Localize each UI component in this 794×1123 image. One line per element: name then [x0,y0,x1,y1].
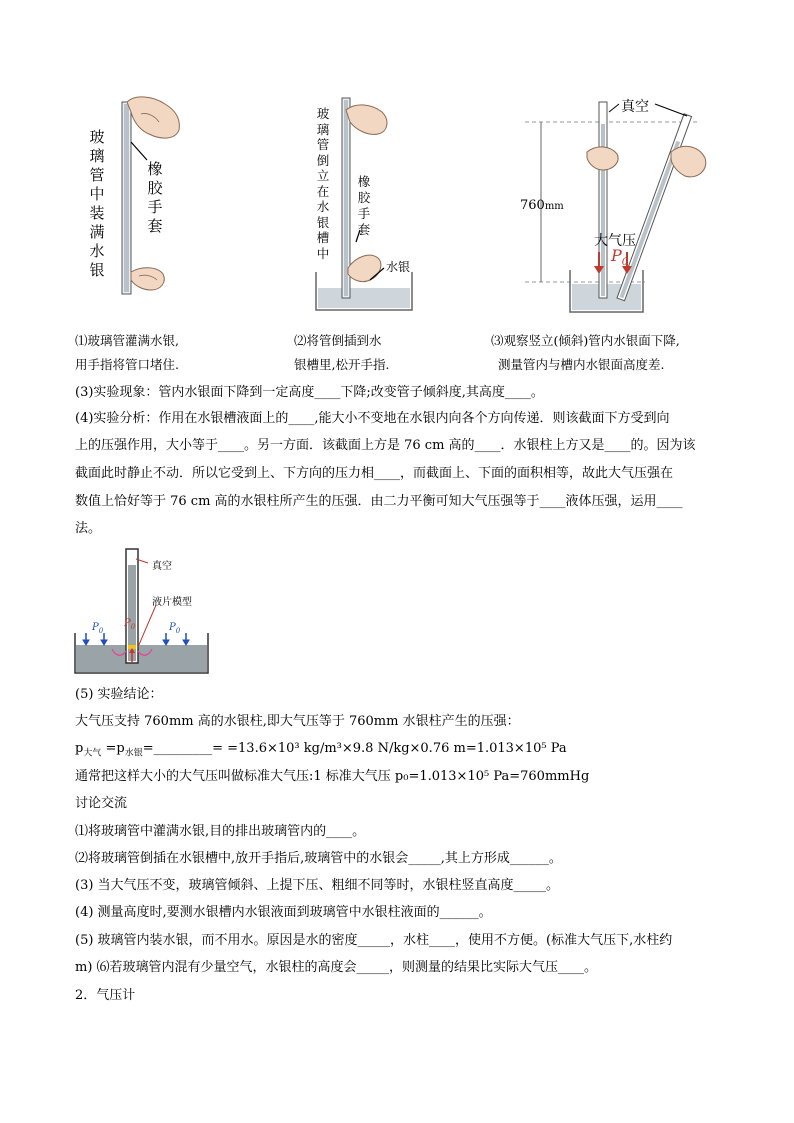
formula-rest: =_________= =13.6×10³ kg/m³×9.8 N/kg×0.76 m=1.013×10⁵ Pa [142,741,567,756]
section-2-heading: 2．气压计 [75,988,136,1003]
caption-2-line-2: 银槽里,松开手指. [294,357,390,372]
caption-1-line-2: 用手指将管口堵住. [75,357,179,372]
glove-label-char: 胶 [147,179,163,197]
glove-label-char: 套 [147,217,163,235]
formula-eq-p: =p [101,741,125,756]
conclusion-line-1: 大气压支持 760mm 高的水银柱,即大气压等于 760mm 水银柱产生的压强： [75,714,520,729]
p-subscript: 0 [98,627,104,635]
tube-label-char: 管 [89,166,105,184]
p-symbol: P [92,622,99,633]
discussion-item-3: (3) 当大气压不变，玻璃管倾斜、上提下压、粗细不同等时，水银柱竖直高度_____。 [75,878,560,893]
figure-4 [72,545,212,675]
pointer-line [131,142,147,160]
experiment-phenomenon: (3)实验现象：管内水银面下降到一定高度____下降;改变管子倾斜度,其高度____。 [75,385,544,400]
caption-3-line-1: ⑶观察竖立(倾斜)管内水银面下降, [491,333,680,348]
fig4-slice-label: 液片模型 [152,597,192,608]
caption-1-line-1: ⑴玻璃管灌满水银, [75,333,179,348]
discussion-item-5-line-1: (5) 玻璃管内装水银，而不用水。原因是水的密度_____，水柱____，使用不方便。(标准大气压下,水柱约 [75,933,673,948]
right-hand [671,146,706,177]
fig3-atm-label: 大气压 [594,233,636,249]
top-hand [127,97,179,138]
discussion-item-2: ⑵将玻璃管倒插在水银槽中,放开手指后,玻璃管中的水银会_____,其上方形成______。 [75,851,562,866]
slice-pointer [138,605,156,647]
formula-p: p [75,741,84,756]
analysis-line-3: 截面此时静止不动．所以它受到上、下方向的压力相____，而截面上、下面的面积相等，故此大气压强在 [75,466,674,481]
tube-label-char: 玻 [89,128,105,146]
fig1-glove-label [146,160,164,236]
mercury-column [344,100,348,296]
vacuum-pointer-left [609,104,619,112]
bottom-hand [131,268,164,290]
fig2-mercury-label: 水银 [386,260,411,274]
tube-label-char: 水 [316,199,330,214]
figure-4-drawing [72,545,212,675]
tube-label-char: 在 [316,183,330,199]
caption-2-line-1: ⑵将管倒插到水 [294,333,382,348]
p-subscript: 0 [175,627,181,635]
fig4-vacuum-label: 真空 [152,561,172,572]
glove-label-char: 手 [357,206,371,221]
fig3-p0-label [611,246,628,268]
fig1-tube-label [88,128,106,280]
discussion-heading: 讨论交流 [75,796,128,811]
fig4-p0-center [124,618,135,631]
tilted-mercury [620,141,681,298]
tube-label-char: 玻 [316,106,330,121]
tube-label-char: 银 [316,214,330,230]
tube-label-char: 中 [316,245,330,261]
analysis-line-4: 数值上恰好等于 76 cm 高的水银柱所产生的压强．由二力平衡可知大气压强等于____液体压强，运用____ [75,494,683,509]
top-hand [346,105,387,134]
tube-label-char: 璃 [316,121,330,137]
p-symbol: P [124,618,131,629]
left-hand [587,147,618,170]
conclusion-formula [75,740,567,763]
trough-liquid [76,645,207,672]
tube-label-char: 槽 [316,230,330,245]
fig4-p0-right [169,622,180,635]
fig2-glove-label [355,174,373,238]
trough-mercury [318,288,410,308]
caption-3-line-2: 测量管内与槽内水银面高度差. [498,357,665,372]
p-symbol: P [611,246,622,265]
tube-label-char: 满 [89,223,105,241]
vacuum-pointer-right [655,104,687,116]
mercury-column [124,104,129,292]
p-subscript: 0 [621,257,629,269]
formula-sub-atm: 大气 [83,748,102,759]
bottom-hand [348,255,381,281]
glove-label-char: 橡 [147,160,163,178]
tube-label-char: 管 [316,137,330,152]
analysis-line-1: (4)实验分析：作用在水银槽液面上的____,能大小不变地在水银内向各个方向传递．则该截面下方受到向 [75,411,670,426]
discussion-item-1: ⑴将玻璃管中灌满水银,目的排出玻璃管内的____。 [75,824,366,839]
tube-label-char: 中 [89,185,105,203]
height-value: 760 [520,198,545,213]
glove-label-char: 手 [147,198,163,216]
analysis-line-2: 上的压强作用，大小等于____。另一方面．该截面上方是 76 cm 高的____．水银柱上方又是____的。因为该 [75,438,696,453]
standard-pressure-line: 通常把这样大小的大气压叫做标准大气压:1 标准大气压 p₀=1.013×10⁵ Pa=760mmHg [75,769,590,784]
tube-label-char: 银 [89,261,105,279]
formula-sub-mercury: 水银 [124,748,143,759]
tube-label-char: 装 [89,204,105,222]
analysis-line-5: 法。 [75,521,102,536]
tube-label-char: 水 [89,242,105,260]
p-subscript: 0 [130,623,136,631]
discussion-item-5-line-2: m) ⑹若玻璃管内混有少量空气，水银柱的高度会_____，则测量的结果比实际大气压____。 [75,960,598,975]
glove-label-char: 套 [357,222,371,237]
height-unit: mm [544,201,564,212]
glove-label-char: 胶 [357,190,371,205]
fig3-vacuum-label: 真空 [621,99,649,115]
conclusion-heading: (5) 实验结论： [75,687,163,702]
fig2-tube-label [314,106,332,261]
discussion-item-4: (4) 测量高度时,要测水银槽内水银液面到玻璃管中水银柱液面的______。 [75,905,492,920]
glove-label-char: 橡 [357,174,371,189]
tube-label-char: 倒 [316,152,330,168]
tube-label-char: 璃 [89,147,105,165]
fig4-p0-left [92,622,103,635]
tube-label-char: 立 [316,168,330,183]
fig3-height-label [520,198,564,213]
p-symbol: P [169,622,176,633]
